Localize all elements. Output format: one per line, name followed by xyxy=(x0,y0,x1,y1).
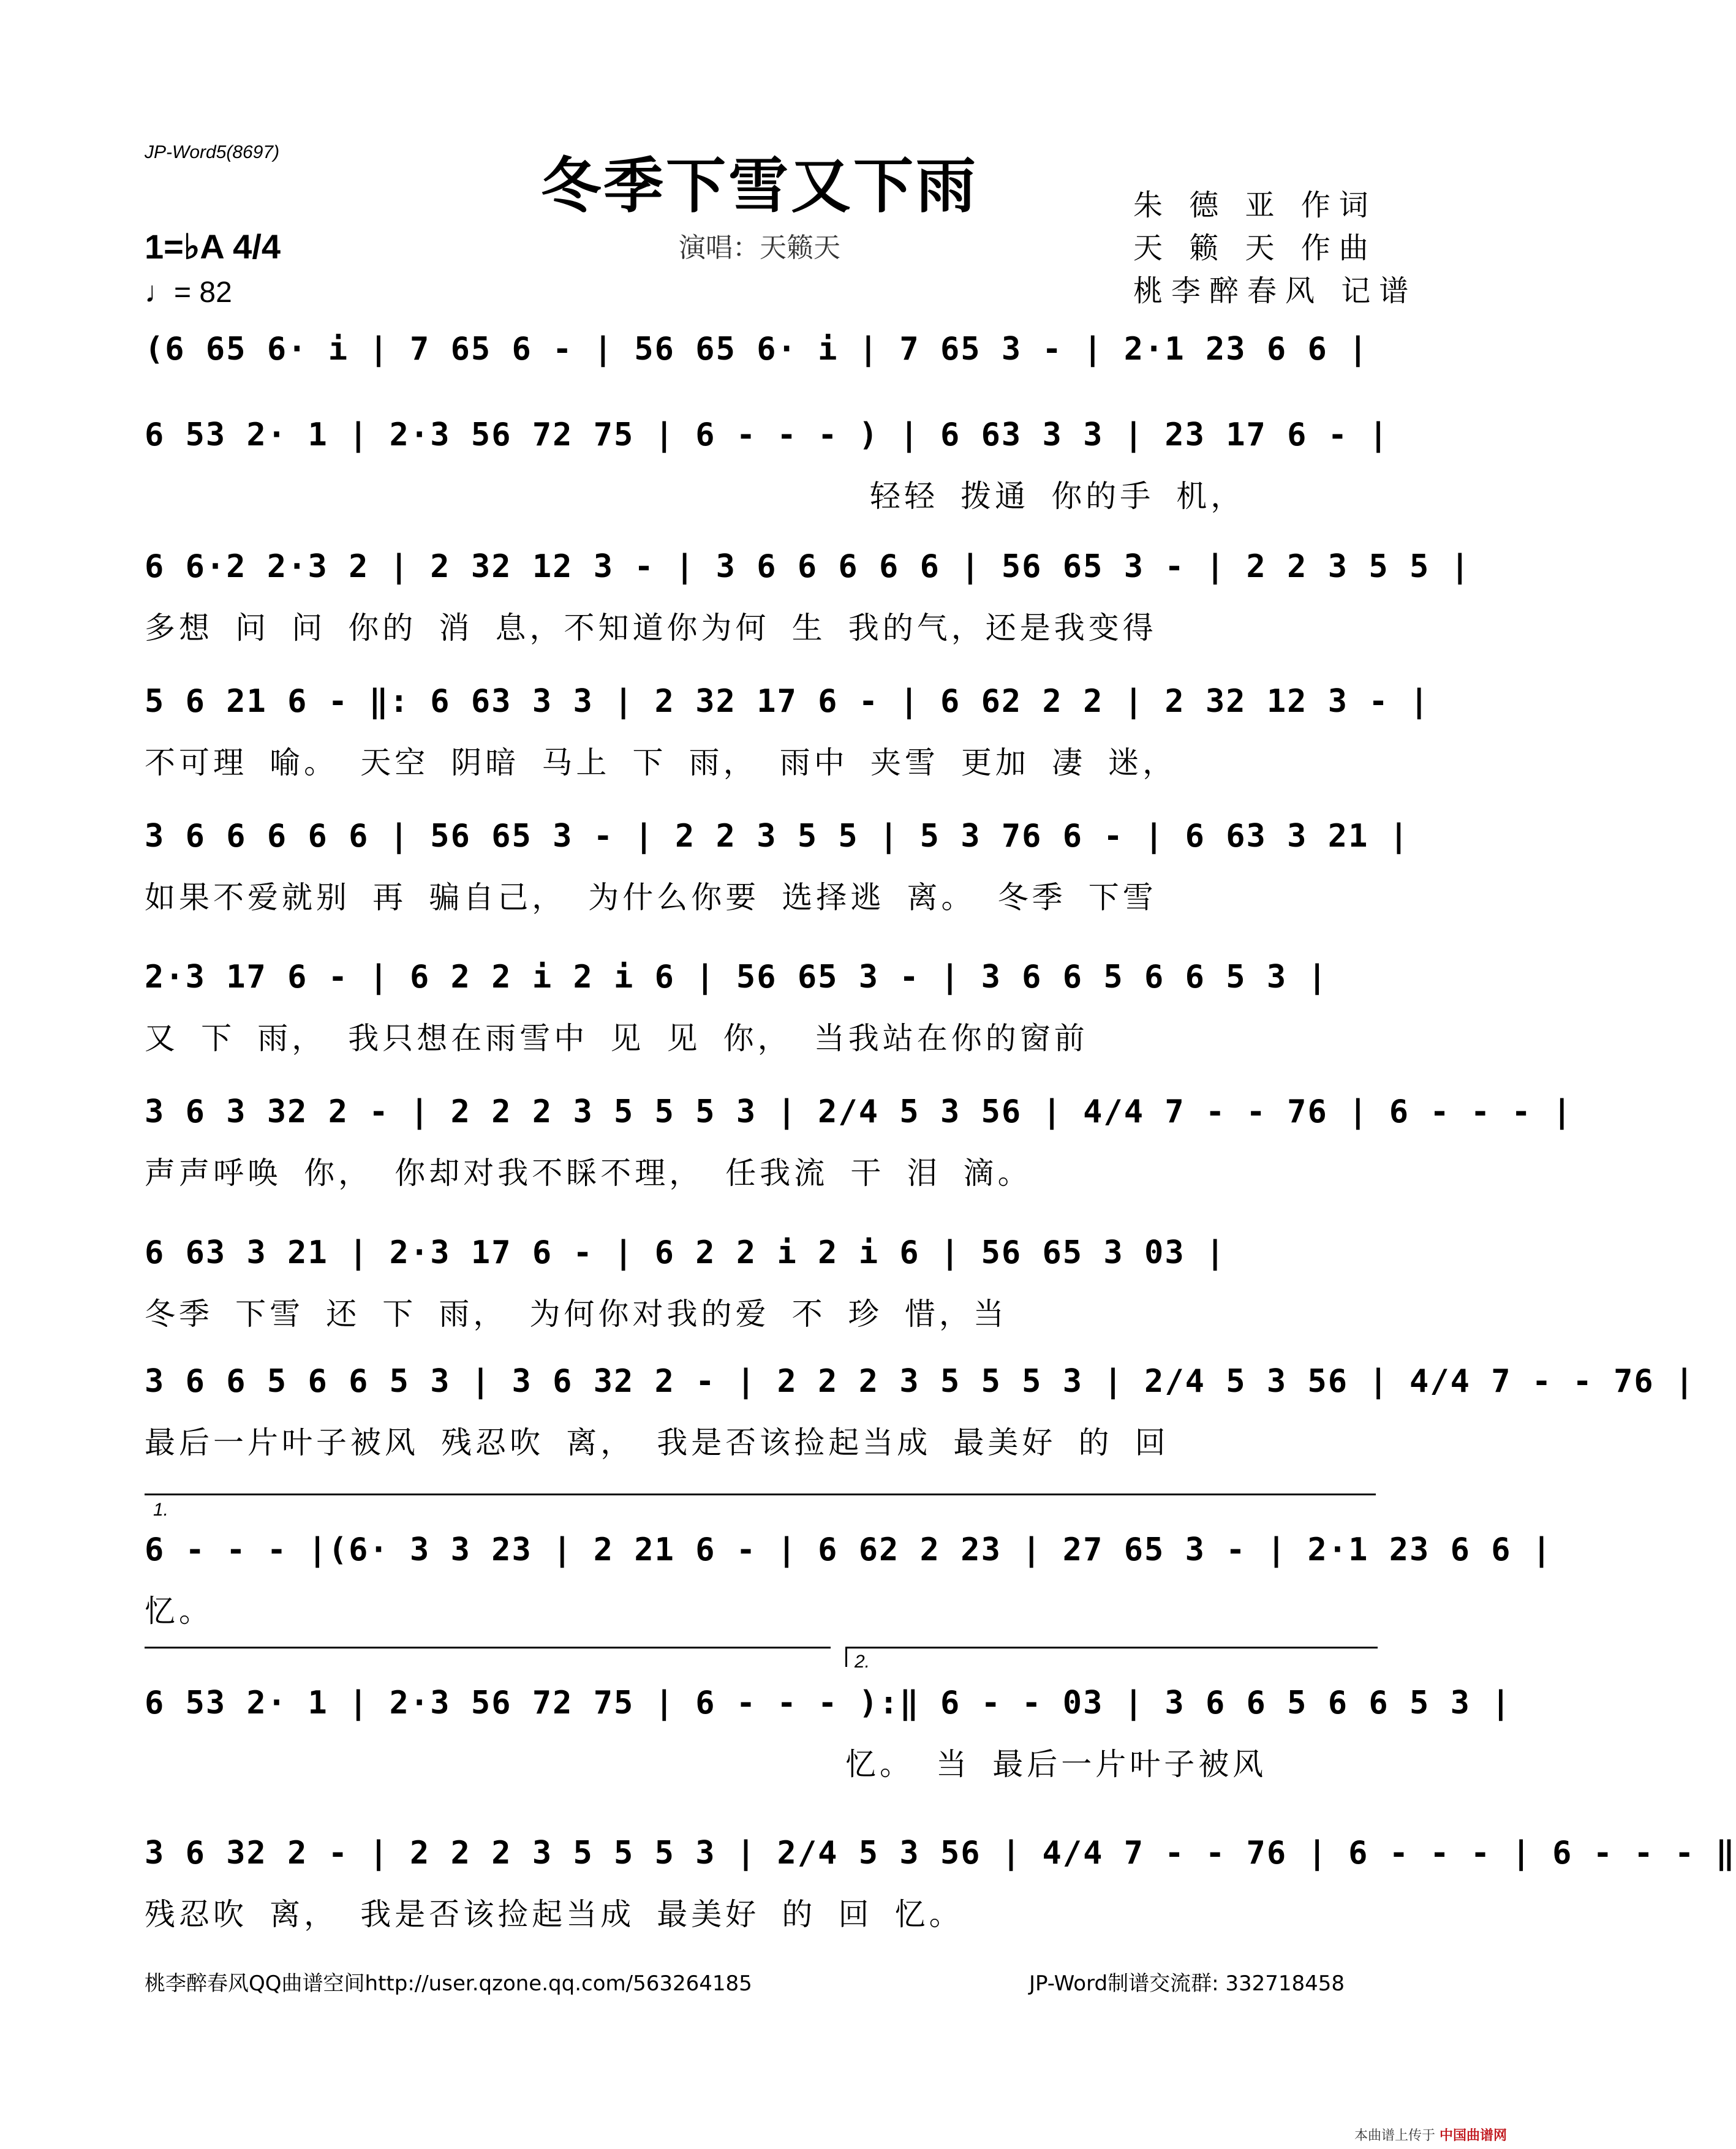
singer-credit: 演唱：天籁天 xyxy=(679,232,840,263)
key-signature: 1=♭A 4/4 xyxy=(145,227,281,266)
lyric-line-12: 残忍吹 离， 我是否该捡起当成 最美好 的 回 忆。 xyxy=(145,1897,964,1932)
notation-line-7: 3 6 3 32 2 - | 2 2 2 3 5 5 5 3 | 2/4 5 3 56 | 4/4 7 - - 76 | 6 - - - | xyxy=(145,1093,1573,1130)
lyric-line-6: 又 下 雨， 我只想在雨雪中 见 见 你， 当我站在你的窗前 xyxy=(145,1021,1089,1056)
notation-line-2: 6 53 2· 1 | 2·3 56 72 75 | 6 - - - ) | 6 63 3 3 | 23 17 6 - | xyxy=(145,417,1389,453)
song-title: 冬季下雪又下雨 xyxy=(540,151,978,221)
volta-1-continuation xyxy=(145,1647,831,1649)
lyric-line-7: 声声呼唤 你， 你却对我不睬不理， 任我流 干 泪 滴。 xyxy=(145,1155,1032,1191)
software-label: JP-Word5(8697) xyxy=(145,142,280,162)
lyric-line-11: 忆。 当 最后一片叶子被风 xyxy=(845,1747,1267,1782)
tempo-marking: ♩= 82 xyxy=(145,276,232,309)
upload-watermark xyxy=(1354,2125,1507,2144)
composer-credit: 天 籁 天 作曲 xyxy=(1133,231,1377,265)
lyric-line-4: 不可理 喻。 天空 阴暗 马上 下 雨， 雨中 夹雪 更加 凄 迷， xyxy=(145,745,1177,780)
notation-line-3: 6 6·2 2·3 2 | 2 32 12 3 - | 3 6 6 6 6 6 | 56 65 3 - | 2 2 3 5 5 | xyxy=(145,548,1471,585)
lyric-line-10: 忆。 xyxy=(145,1593,213,1629)
notation-line-10: 6 - - - |(6· 3 3 23 | 2 21 6 - | 6 62 2 23 | 27 65 3 - | 2·1 23 6 6 | xyxy=(145,1531,1553,1568)
lyric-line-3: 多想 问 问 你的 消 息，不知道你为何 生 我的气，还是我变得 xyxy=(145,610,1157,646)
volta-1-label: 1. xyxy=(153,1500,169,1520)
notation-line-11: 6 53 2· 1 | 2·3 56 72 75 | 6 - - - ):‖ 6 - - 03 | 3 6 6 5 6 6 5 3 | xyxy=(145,1685,1512,1721)
upload-label: 本曲谱上传于 xyxy=(1354,2128,1435,2143)
notation-line-1: (6 65 6· i | 7 65 6 - | 56 65 6· i | 7 65 3 - | 2·1 23 6 6 | xyxy=(145,331,1369,368)
notation-line-8: 6 63 3 21 | 2·3 17 6 - | 6 2 2 i 2 i 6 | 56 65 3 03 | xyxy=(145,1234,1226,1271)
lyric-line-8: 冬季 下雪 还 下 雨， 为何你对我的爱 不 珍 惜，当 xyxy=(145,1296,1008,1332)
notation-line-12: 3 6 32 2 - | 2 2 2 3 5 5 5 3 | 2/4 5 3 56 | 4/4 7 - - 76 | 6 - - - | 6 - - - ‖ xyxy=(145,1835,1736,1871)
lyric-line-5: 如果不爱就别 再 骗自己， 为什么你要 选择逃 离。 冬季 下雪 xyxy=(145,880,1157,915)
lyricist-credit: 朱 德 亚 作词 xyxy=(1133,188,1377,222)
volta-2-label: 2. xyxy=(855,1652,870,1672)
lyric-line-2: 轻轻 拨通 你的手 机， xyxy=(870,478,1245,514)
lyric-line-9: 最后一片叶子被风 残忍吹 离， 我是否该捡起当成 最美好 的 回 xyxy=(145,1425,1169,1460)
notation-line-5: 3 6 6 6 6 6 | 56 65 3 - | 2 2 3 5 5 | 5 3 76 6 - | 6 63 3 21 | xyxy=(145,818,1410,855)
credits-block xyxy=(1133,184,1417,312)
notation-line-4: 5 6 21 6 - ‖: 6 63 3 3 | 2 32 17 6 - | 6 62 2 2 | 2 32 12 3 - | xyxy=(145,683,1430,720)
site-logo: 中国曲谱网 xyxy=(1439,2128,1507,2143)
notation-line-9: 3 6 6 5 6 6 5 3 | 3 6 32 2 - | 2 2 2 3 5 5 5 3 | 2/4 5 3 56 | 4/4 7 - - 76 | xyxy=(145,1363,1696,1400)
footer-source: 桃李醉春风QQ曲谱空间http://user.qzone.qq.com/563264185 xyxy=(145,1971,752,1996)
volta-1-bracket xyxy=(145,1494,1376,1495)
transcriber-credit: 桃李醉春风 记谱 xyxy=(1133,274,1417,308)
volta-2-bracket xyxy=(845,1647,1378,1667)
footer-group: JP-Word制谱交流群: 332718458 xyxy=(1029,1971,1345,1996)
notation-line-6: 2·3 17 6 - | 6 2 2 i 2 i 6 | 56 65 3 - | 3 6 6 5 6 6 5 3 | xyxy=(145,959,1328,995)
